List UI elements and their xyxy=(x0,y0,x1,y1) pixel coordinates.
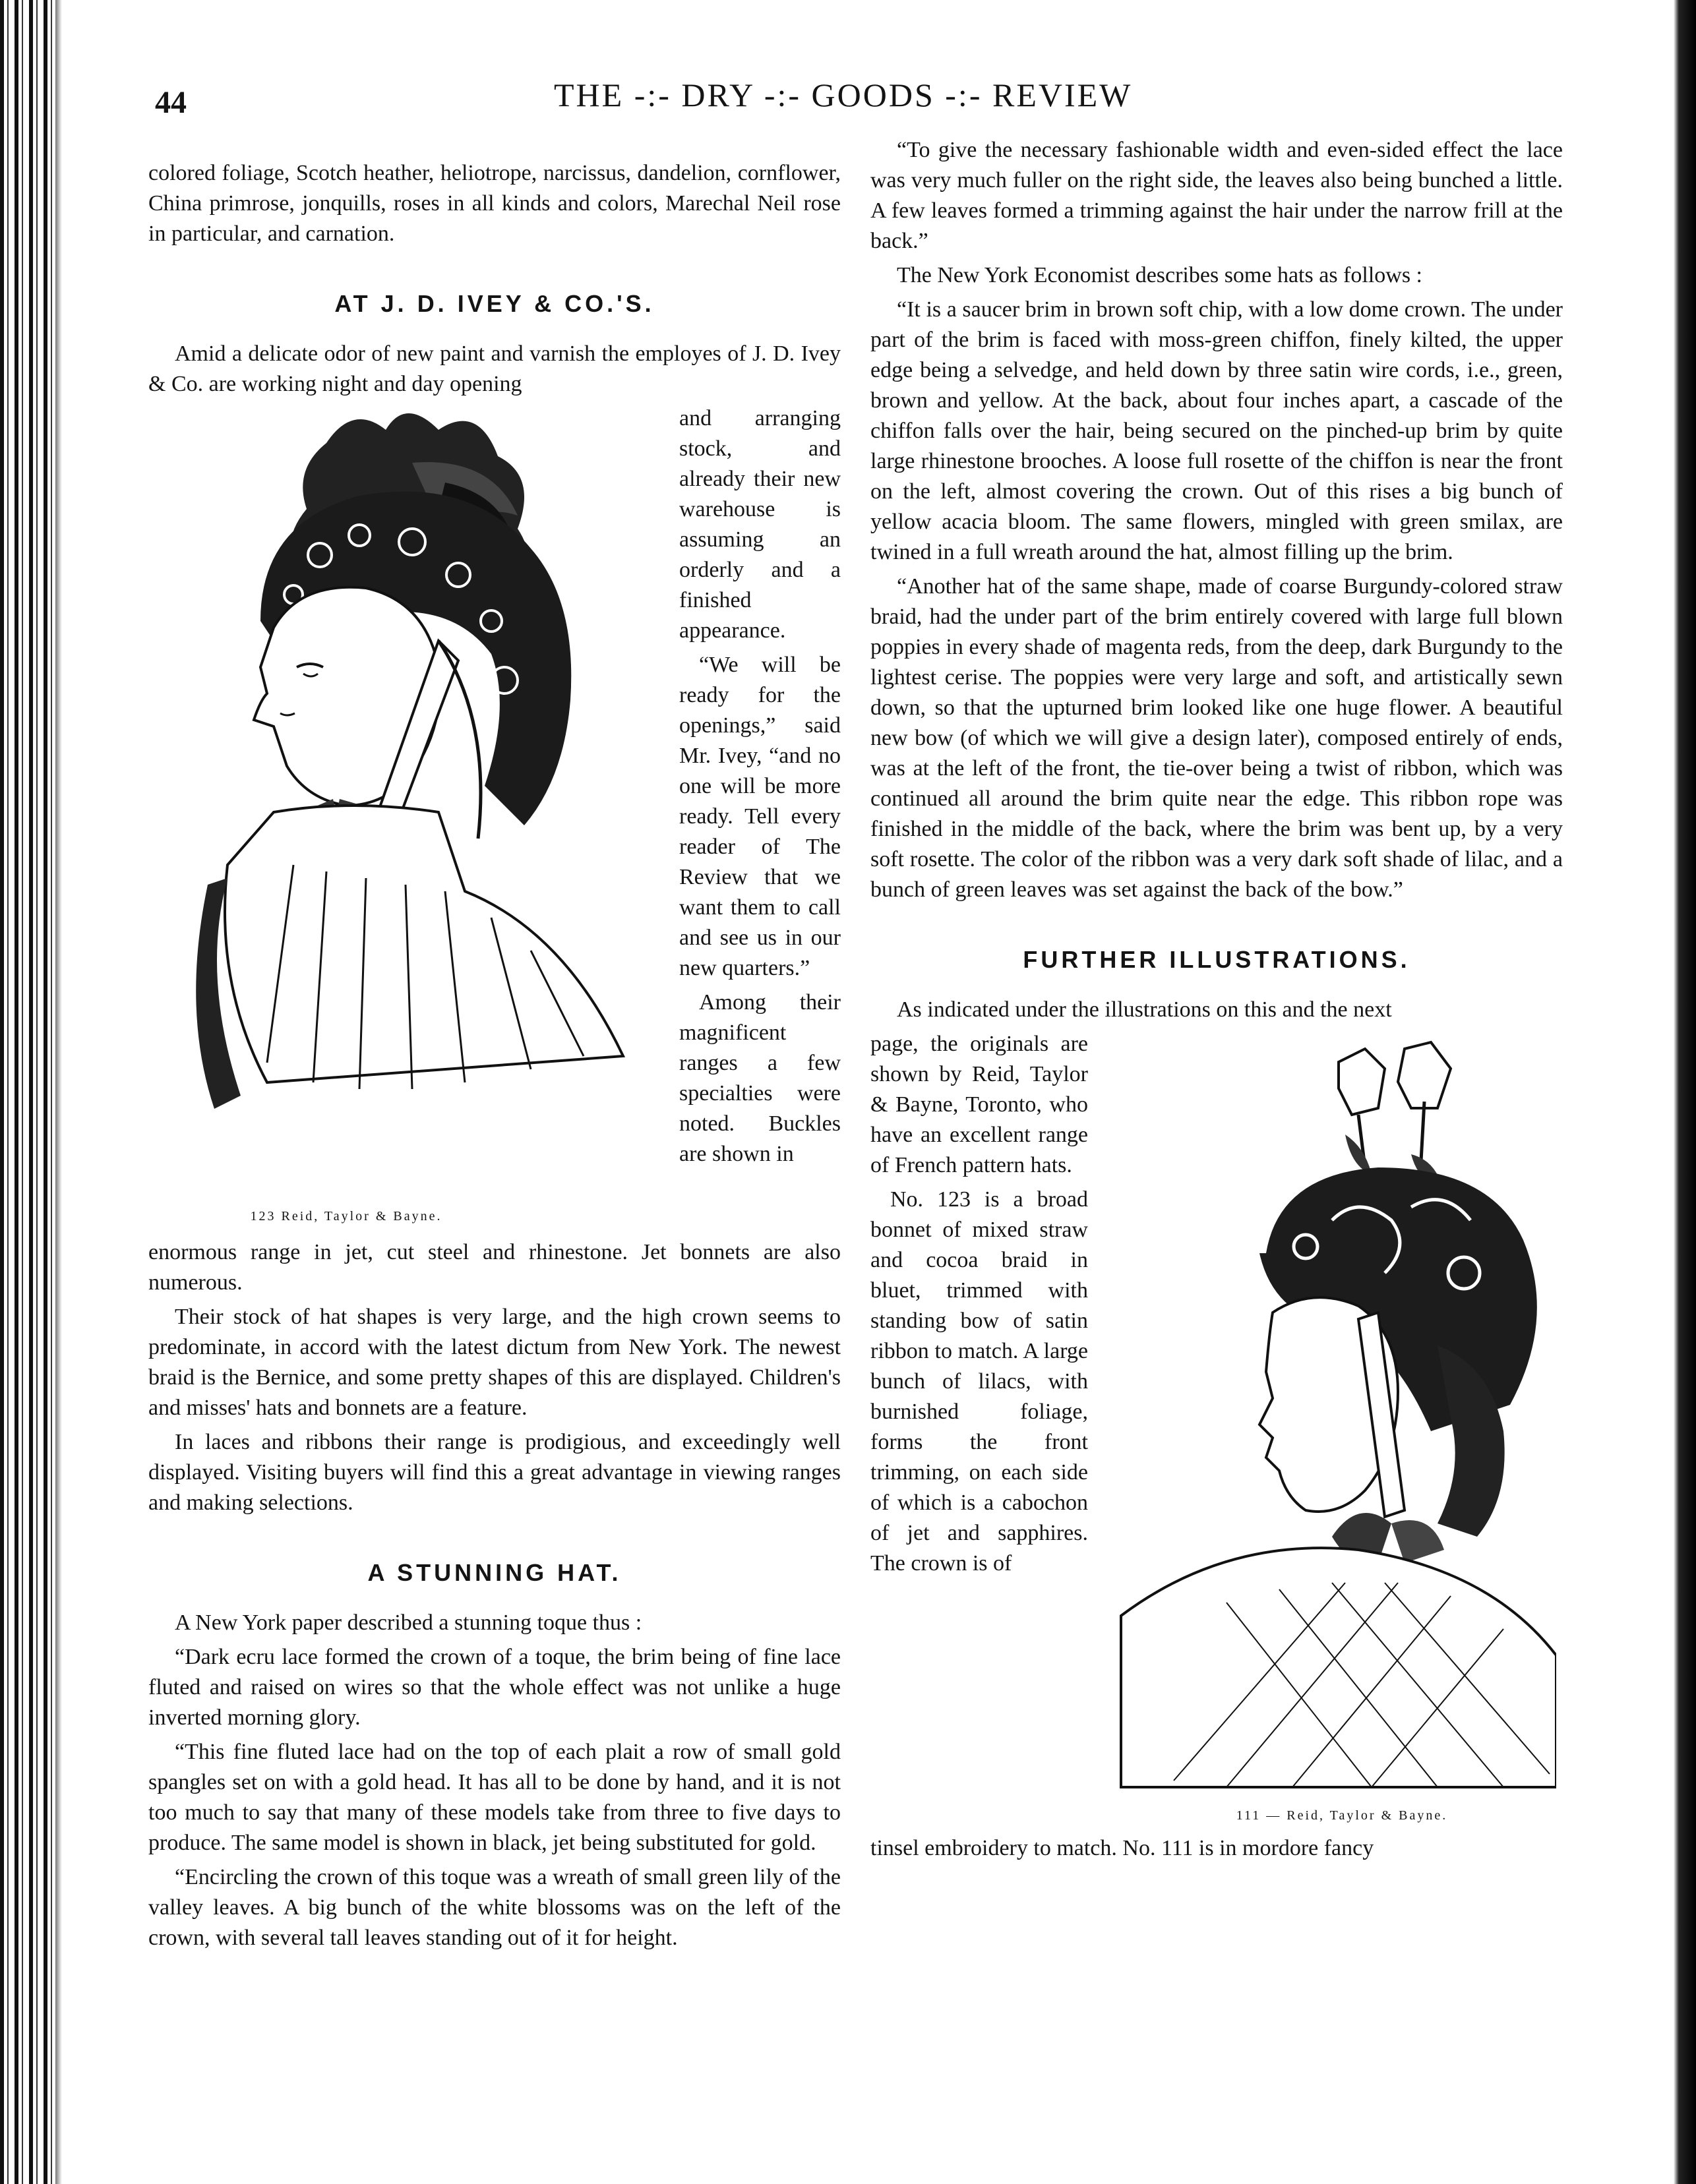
right-paragraph-2: The New York Economist describes some hats as follows : xyxy=(897,263,1423,287)
woman-bonnet-drawing xyxy=(162,403,676,1195)
ivey-paragraph-1: Amid a delicate odor of new paint and varnish the employes of J. D. Ivey & Co. are working night and day opening xyxy=(148,341,841,396)
ivey-narrow-3: Among their magnificent ranges a few specialties were noted. Buckles are shown in xyxy=(679,990,841,1166)
stunning-hat-heading: A STUNNING HAT. xyxy=(367,1559,622,1586)
further-narrow-2: No. 123 is a broad bonnet of mixed straw and cocoa braid in bluet, trimmed with standing bow of satin ribbon to match. A large bunch of lilacs, with burnished foliage, forms the front trimming, on each side of which is a cabochon of jet and sapphires. The crown is of xyxy=(870,1187,1088,1576)
bonnet-illustration-111 xyxy=(1095,1036,1556,1833)
illustration-111-caption: 111 — Reid, Taylor & Bayne. xyxy=(1236,1808,1448,1823)
running-head: THE -:- DRY -:- GOODS -:- REVIEW xyxy=(554,76,1133,113)
hat-paragraph-1: A New York paper described a stunning toque thus : xyxy=(175,1610,642,1635)
illustration-123-caption: 123 Reid, Taylor & Bayne. xyxy=(250,1209,442,1224)
further-last-line: tinsel embroidery to match. No. 111 is in mordore fancy xyxy=(870,1836,1374,1860)
further-narrow-column xyxy=(870,1029,1088,1583)
further-illustrations-heading: FURTHER ILLUSTRATIONS. xyxy=(1023,946,1410,973)
spine-shadow xyxy=(55,0,62,2184)
right-paragraph-3: “It is a saucer brim in brown soft chip, with a low dome crown. The under part of the brim is faced with moss-green chiffon, finely kilted, the upper edge being a selvedge, and held down by three satin wire cords, i.e., green, brown and yellow. At the back, about four inches apart, a cascade of the chiffon falls over the hair, being secured on the pinched-up brim by quite large rhinestone brooches. A loose full rosette of the chiffon is near the front on the left, almost covering the crown. Out of this rises a big bunch of yellow acacia bloom. The same flowers, mingled with green smilax, are twined in a full wreath around the hat, almost filling up the brim. xyxy=(870,297,1563,564)
right-paragraph-4: “Another hat of the same shape, made of coarse Burgundy-colored straw braid, had the under part of the brim entirely covered with large full blown poppies in every shade of magenta reds, from the deep, dark Burgundy to the lightest cerise. The poppies were very large and soft, and artistically sewn down, so that the upturned brim looked like one huge flower. A beautiful new bow (of which we will give a design later), composed entirely of ends, was at the left of the front, the tie-over being a twist of ribbon, which was continued all around the brim quite near the edge. This ribbon rope was finished in the middle of the back, where the brim was bent up, by a very soft rosette. The color of the ribbon was a very dark soft shade of lilac, and a bunch of green leaves was set against the back of the bow.” xyxy=(870,574,1563,902)
page-edge-shadow xyxy=(1674,0,1696,2184)
further-figure-block xyxy=(870,1029,1563,1833)
right-paragraph-1: “To give the necessary fashionable width and even-sided effect the lace was very much fuller on the right side, the leaves also being bunched a little. A few leaves formed a trimming against the hair under the narrow frill at the back.” xyxy=(870,138,1563,253)
hat-paragraph-3: “This fine fluted lace had on the top of each plait a row of small gold spangles set on with a gold head. It has all to be done by hand, and it is not too much to say that many of these models take from three to five days to produce. The same model is shown in black, jet being substituted for gold. xyxy=(148,1740,841,1855)
ivey-paragraph-4: In laces and ribbons their range is prodigious, and exceedingly well displayed. Visiting buyers will find this a great advantage in viewing ranges and making selections. xyxy=(148,1430,841,1515)
ivey-paragraph-3: Their stock of hat shapes is very large, and the high crown seems to predominate, in accord with the latest dictum from New York. The newest braid is the Bernice, and some pretty shapes of this are displayed. Children's and misses' hats and bonnets are a feature. xyxy=(148,1305,841,1420)
ivey-heading: AT J. D. IVEY & CO.'S. xyxy=(334,290,655,317)
book-spine xyxy=(0,0,55,2184)
bonnet-illustration-123 xyxy=(162,403,676,1227)
ivey-narrow-column xyxy=(679,403,841,1173)
ivey-figure-block xyxy=(148,403,841,1237)
further-narrow-1: page, the originals are shown by Reid, Taylor & Bayne, Toronto, who have an excellent range of French pattern hats. xyxy=(870,1032,1088,1177)
intro-paragraph: colored foliage, Scotch heather, heliotrope, narcissus, dandelion, cornflower, China primrose, jonquills, roses in all kinds and colors, Marechal Neil rose in particular, and carnation. xyxy=(148,161,841,246)
hat-paragraph-2: “Dark ecru lace formed the crown of a toque, the brim being of fine lace fluted and raised on wires so that the whole effect was not unlike a huge inverted morning glory. xyxy=(148,1645,841,1730)
woman-flower-hat-drawing xyxy=(1095,1036,1556,1794)
further-paragraph-1: As indicated under the illustrations on this and the next xyxy=(897,997,1392,1022)
hat-paragraph-4: “Encircling the crown of this toque was a wreath of small green lily of the valley leaves. A big bunch of the white blossoms was on the left of the crown, with several tall leaves standing out of it for height. xyxy=(148,1865,841,1950)
ivey-paragraph-2: enormous range in jet, cut steel and rhinestone. Jet bonnets are also numerous. xyxy=(148,1240,841,1295)
right-column xyxy=(870,135,1563,1868)
left-column xyxy=(148,158,841,1957)
ivey-narrow-2: “We will be ready for the openings,” said Mr. Ivey, “and no one will be more ready. Tell every reader of The Review that we want them to call and see us in our new quarters.” xyxy=(679,653,841,980)
page-number: 44 xyxy=(155,85,187,120)
ivey-narrow-1: and arranging stock, and already their new warehouse is assuming an orderly and a finished appearance. xyxy=(679,406,841,643)
